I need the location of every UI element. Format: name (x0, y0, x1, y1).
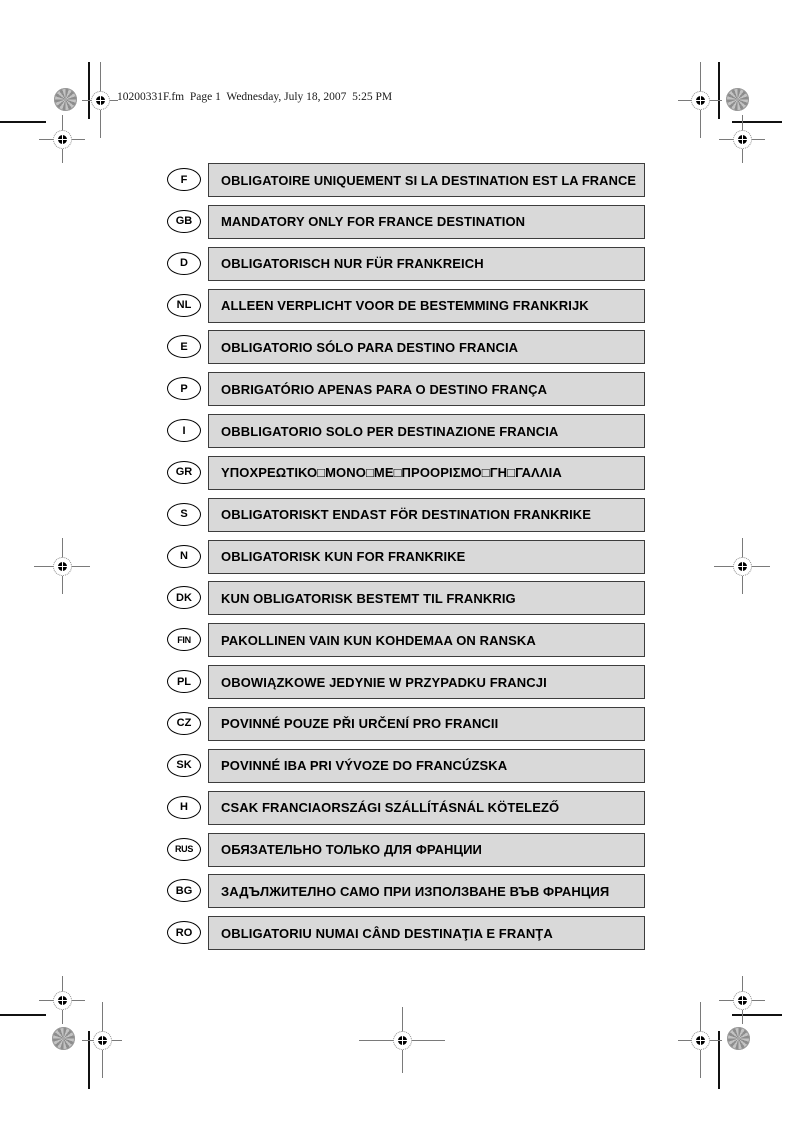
language-row (180, 330, 645, 364)
statement-text: OBLIGATORISKT ENDAST FÖR DESTINATION FRANKRIKE (221, 507, 592, 523)
statement-box (208, 540, 645, 574)
language-row (176, 581, 645, 615)
language-code: PL (176, 675, 192, 688)
language-code-badge (167, 586, 201, 609)
registration-mark-icon (359, 1007, 445, 1073)
language-code: I (182, 424, 186, 437)
color-registration-dot-icon (727, 1027, 750, 1050)
language-row (176, 665, 645, 699)
statement-box (208, 247, 645, 281)
language-code: S (180, 508, 188, 521)
statement-text: POVINNÉ IBA PRI VÝVOZE DO FRANCÚZSKA (221, 758, 508, 774)
statement-text: ΥΠΟΧΡΕΩΤΙΚΟ□ΜΟΝΟ□ΜΕ□ΠΡΟΟΡΙΣΜΟ□ΓΗ□ΓΑΛΛΙΑ (221, 465, 562, 481)
language-code-badge (167, 921, 201, 944)
registration-mark-icon (678, 62, 722, 138)
language-rows (174, 163, 645, 958)
statement-text: OBLIGATORIO SÓLO PARA DESTINO FRANCIA (221, 339, 519, 355)
language-code: GR (175, 466, 193, 479)
registration-mark-icon (714, 538, 770, 594)
language-code: DK (176, 591, 192, 604)
registration-mark-icon (39, 115, 85, 163)
statement-text: OBOWIĄZKOWE JEDYNIE W PRZYPADKU FRANCJI (221, 674, 547, 690)
language-row (180, 163, 645, 197)
language-row (175, 916, 645, 950)
language-code-badge (167, 210, 201, 233)
statement-text: OBLIGATORIU NUMAI CÂND DESTINAŢIA E FRANŢA (221, 925, 553, 941)
statement-box (208, 498, 645, 532)
registration-mark-icon (39, 976, 85, 1024)
language-row (175, 456, 645, 490)
statement-text: PAKOLLINEN VAIN KUN KOHDEMAA ON RANSKA (221, 632, 536, 648)
language-row (182, 414, 645, 448)
language-code-badge (167, 754, 201, 777)
language-code-badge (167, 252, 201, 275)
statement-box (208, 205, 645, 239)
language-row (175, 205, 645, 239)
statement-text: OBLIGATORISK KUN FOR FRANKRIKE (221, 549, 466, 565)
language-code-badge (167, 545, 201, 568)
color-registration-dot-icon (726, 88, 749, 111)
language-code: BG (175, 884, 193, 897)
language-code: E (180, 340, 188, 353)
statement-text: KUN OBLIGATORISK BESTEMT TIL FRANKRIG (221, 590, 516, 606)
statement-text: ОБЯЗАТЕЛЬНО ТОЛЬКО ДЛЯ ФРАНЦИИ (221, 842, 483, 857)
language-row (176, 289, 645, 323)
language-code-badge (167, 879, 201, 902)
language-code-badge (167, 503, 201, 526)
language-code: N (180, 550, 188, 563)
statement-box (208, 665, 645, 699)
language-code-badge (167, 838, 201, 861)
statement-box (208, 623, 645, 657)
language-row (176, 707, 645, 741)
registration-mark-icon (719, 115, 765, 163)
statement-box (208, 791, 645, 825)
language-code: SK (176, 759, 192, 772)
language-code-badge (167, 461, 201, 484)
language-code: H (180, 801, 188, 814)
statement-box (208, 289, 645, 323)
statement-text: OBLIGATOIRE UNIQUEMENT SI LA DESTINATION EST LA FRANCE (221, 172, 636, 188)
language-code: RO (175, 926, 193, 939)
language-row (180, 372, 645, 406)
language-row (175, 874, 645, 908)
registration-mark-icon (719, 976, 765, 1024)
registration-mark-icon (34, 538, 90, 594)
language-code-badge (167, 168, 201, 191)
language-code: CZ (176, 717, 192, 730)
language-row (177, 623, 645, 657)
statement-box (208, 414, 645, 448)
statement-box (208, 916, 645, 950)
statement-text: OBRIGATÓRIO APENAS PARA O DESTINO FRANÇA (221, 381, 548, 397)
statement-box (208, 874, 645, 908)
statement-box (208, 749, 645, 783)
language-code: FIN (177, 634, 191, 645)
language-code-badge (167, 628, 201, 651)
language-code: NL (176, 299, 192, 312)
statement-text: POVINNÉ POUZE PŘI URČENÍ PRO FRANCII (221, 716, 499, 732)
language-row (174, 833, 645, 867)
registration-mark-icon (82, 1002, 122, 1078)
statement-box (208, 456, 645, 490)
registration-mark-icon (82, 62, 118, 138)
language-code-badge (167, 377, 201, 400)
statement-box (208, 581, 645, 615)
color-registration-dot-icon (52, 1027, 75, 1050)
language-code: P (180, 382, 188, 395)
language-code-badge (167, 294, 201, 317)
statement-text: MANDATORY ONLY FOR FRANCE DESTINATION (221, 214, 526, 230)
language-code-badge (167, 335, 201, 358)
statement-box (208, 833, 645, 867)
statement-box (208, 372, 645, 406)
language-row (180, 247, 645, 281)
language-code: GB (175, 215, 193, 228)
language-code: F (180, 173, 188, 186)
statement-box (208, 163, 645, 197)
language-row (180, 498, 645, 532)
statement-text: ALLEEN VERPLICHT VOOR DE BESTEMMING FRANKRIJK (221, 298, 589, 314)
statement-box (208, 707, 645, 741)
language-row (176, 749, 645, 783)
registration-mark-icon (678, 1002, 722, 1078)
statement-text: OBBLIGATORIO SOLO PER DESTINAZIONE FRANCIA (221, 423, 559, 439)
language-row (180, 791, 645, 825)
language-code-badge (167, 712, 201, 735)
language-code-badge (167, 419, 201, 442)
statement-text: CSAK FRANCIAORSZÁGI SZÁLLÍTÁSNÁL KÖTELEZŐ (221, 800, 560, 816)
language-code: RUS (174, 844, 194, 854)
language-row (180, 540, 645, 574)
color-registration-dot-icon (54, 88, 77, 111)
language-code-badge (167, 796, 201, 819)
print-header: 10200331F.fm Page 1 Wednesday, July 18, 2007 5:25 PM (117, 91, 393, 103)
language-code-badge (167, 670, 201, 693)
statement-box (208, 330, 645, 364)
language-code: D (180, 257, 188, 270)
statement-text: OBLIGATORISCH NUR FÜR FRANKREICH (221, 256, 484, 272)
statement-text: ЗАДЪЛЖИТЕЛНО САМО ПРИ ИЗПОЛЗВАНЕ ВЪВ ФРАНЦИЯ (221, 883, 610, 899)
